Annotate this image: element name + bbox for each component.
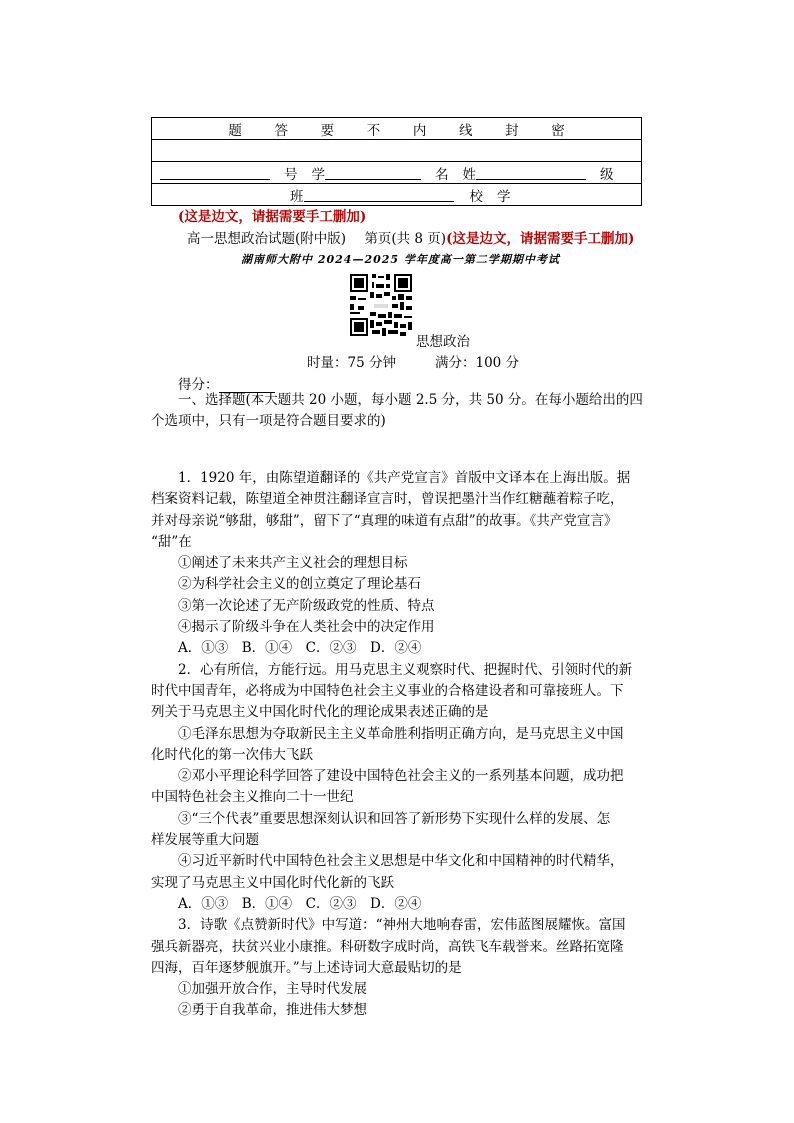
- seal-row-blank: [152, 140, 642, 162]
- exam-title: 湖南师大附中 2024—2025 学年度高一第二学期期中考试: [241, 253, 560, 266]
- question-text: 时代中国青年，必将成为中国特色社会主义事业的合格建设者和可靠接班人。下: [151, 682, 624, 699]
- option-item: ②为科学社会主义的创立奠定了理论基石: [178, 576, 421, 593]
- option-item: ③“三个代表”重要思想深刻认识和回答了新形势下实现什么样的发展、怎: [178, 810, 611, 827]
- seal-row-warning: [152, 118, 642, 140]
- question-text: 四海，百年逐梦舰旗开。”与上述诗词大意最贴切的是: [151, 959, 462, 976]
- option-item: 样发展等重大问题: [151, 832, 259, 849]
- blank-line[interactable]: [325, 165, 421, 180]
- question-text: 2．心有所信，方能行远。用马克思主义观察时代、把握时代、引领时代的新: [178, 661, 633, 678]
- seal-char: 题: [228, 122, 242, 139]
- full-score: 满分：100 分: [435, 355, 520, 371]
- option-item: ①毛泽东思想为夺取新民主主义革命胜利指明正确方向，是马克思主义中国: [178, 725, 624, 742]
- label-xue: 学: [311, 166, 325, 183]
- option-item: ③第一次论述了无产阶级政党的性质、特点: [178, 597, 435, 614]
- question-text: 档案资料记载，陈望道全神贯注翻译宣言时，曾误把墨汁当作红糖蘸着粽子吃，: [151, 491, 624, 508]
- option-item: ①加强开放合作，主导时代发展: [178, 981, 367, 998]
- answer-choices: A．①③ B．①④ C．②③ D．②④: [178, 895, 422, 912]
- question-text: 列关于马克思主义中国化时代化的理论成果表述正确的是: [151, 704, 489, 721]
- question-text: 并对母亲说“够甜，够甜”，留下了“真理的味道有点甜”的故事。《共产党宣言》: [151, 512, 618, 529]
- option-item: ①阐述了未来共产主义社会的理想目标: [178, 555, 408, 572]
- edit-note: (这是边文，请据需要手工删加): [178, 209, 367, 225]
- seal-char: 内: [412, 122, 427, 139]
- question-text: 1．1920 年，由陈望道翻译的《共产党宣言》首版中文译本在上海出版。据: [178, 470, 631, 486]
- question-1: [151, 468, 643, 1022]
- seal-char: 密: [551, 122, 565, 139]
- seal-char: 要: [320, 122, 335, 139]
- seal-char: 封: [505, 122, 519, 139]
- question-text: 3．诗歌《点赞新时代》中写道：“神州大地响春雷，宏伟蓝图展耀恢。富国: [178, 917, 626, 934]
- label-ban: 班: [290, 188, 304, 205]
- qr-code-icon: [348, 272, 414, 338]
- seal-line-table: [151, 117, 642, 206]
- seal-row-id: [152, 162, 642, 184]
- label-xing: 姓: [462, 166, 476, 183]
- option-item: ④习近平新时代中国特色社会主义思想是中华文化和中国精神的时代精华，: [178, 853, 624, 870]
- option-item: ④揭示了阶级斗争在人类社会中的决定作用: [178, 619, 435, 636]
- time-limit: 时量：75 分钟: [307, 355, 396, 371]
- seal-char: 答: [274, 122, 288, 139]
- running-page: 第页(共 8 页): [364, 231, 447, 247]
- label-ji: 级: [600, 166, 614, 183]
- subject-label: 思想政治: [416, 334, 470, 350]
- question-text: 强兵新器亮，扶贫兴业小康推。科研数字成时尚，高铁飞车载誉来。丝路拓宽隆: [151, 938, 624, 955]
- option-item: ②邓小平理论科学回答了建设中国特色社会主义的一系列基本问题，成功把: [178, 768, 624, 785]
- option-item: 化时代化的第一次伟大飞跃: [151, 746, 313, 763]
- running-header: [187, 227, 634, 247]
- option-item: 实现了马克思主义中国化时代化新的飞跃: [151, 874, 394, 891]
- blank-line[interactable]: [160, 165, 270, 180]
- seal-char: 不: [366, 122, 381, 139]
- seal-char: 线: [458, 122, 473, 139]
- label-ming: 名: [435, 166, 449, 183]
- running-title: 高一思想政治试题(附中版): [187, 231, 347, 247]
- question-text: “甜”在: [151, 533, 192, 550]
- blank-line[interactable]: [304, 187, 454, 202]
- option-item: ②勇于自我革命，推进伟大梦想: [178, 1002, 367, 1019]
- section-instructions: 一、选择题(本大题共 20 小题，每小题 2.5 分，共 50 分。在每小题给出的四 个选项中，只有一项是符合题目要求的): [151, 392, 643, 430]
- label-hao: 号: [284, 166, 298, 183]
- edit-note: (这是边文，请据需要手工删加): [446, 231, 635, 247]
- answer-choices: A．①③ B．①④ C．②③ D．②④: [178, 640, 422, 657]
- label-xue2: 学: [497, 188, 511, 205]
- seal-row-class: [152, 184, 642, 206]
- label-xiao: 校: [469, 188, 483, 205]
- score-label: 得分：: [178, 377, 219, 393]
- blank-line[interactable]: [476, 165, 586, 180]
- option-item: 中国特色社会主义推向二十一世纪: [151, 789, 354, 806]
